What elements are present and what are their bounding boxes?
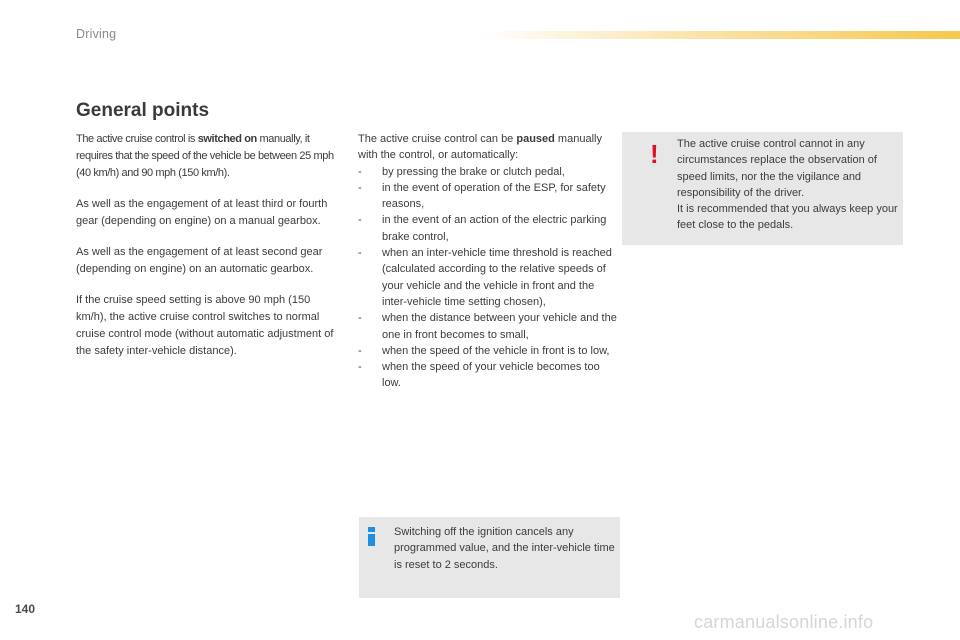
bullet-dash: - bbox=[358, 312, 362, 325]
warning-paragraph: The active cruise control cannot in any circumstances replace the observation of speed limits, nor the the vigilance and responsibility of the driver. bbox=[677, 138, 877, 199]
paragraph-speed-setting: If the cruise speed setting is above 90 mph (150 km/h), the active cruise control switches to normal cruise control mode (without automatic adjustment of the safety inter-vehicle distance). bbox=[76, 294, 334, 357]
paragraph-activation: The active cruise control is switched on manually, it requires that the speed of the vehicle be between 25 mph (40 km/h) and 90 mph (150 km/h). bbox=[76, 133, 334, 179]
pause-conditions-list bbox=[358, 164, 620, 392]
page-number: 140 bbox=[15, 602, 36, 616]
watermark: carmanualsonline.info bbox=[694, 612, 874, 632]
list-item: - when the distance between your vehicle and the one in front becomes to small, bbox=[358, 312, 617, 341]
list-item: - when an inter-vehicle time threshold is reached (calculated according to the relative speeds of your vehicle and the vehicle in front and the inter-vehicle time setting chosen), bbox=[358, 247, 612, 308]
bullet-dash: - bbox=[358, 361, 362, 374]
info-icon-stem bbox=[368, 534, 375, 546]
bullet-dash: - bbox=[358, 214, 362, 227]
paragraph-paused-intro: The active cruise control can be paused manually with the control, or automatically: bbox=[358, 133, 602, 162]
info-icon bbox=[367, 527, 377, 546]
list-item: - in the event of operation of the ESP, for safety reasons, bbox=[358, 181, 606, 211]
left-column bbox=[76, 131, 338, 374]
bullet-dash: - bbox=[358, 247, 362, 260]
warning-text bbox=[677, 136, 901, 234]
header-accent-bar bbox=[480, 31, 960, 39]
emphasis-switched-on: switched on bbox=[197, 133, 257, 145]
list-item: - by pressing the brake or clutch pedal, bbox=[358, 164, 620, 180]
middle-column bbox=[358, 131, 620, 392]
bullet-dash: - bbox=[358, 165, 362, 178]
list-item: - in the event of an action of the electric parking brake control, bbox=[358, 214, 607, 243]
info-text: Switching off the ignition cancels any programmed value, and the inter-vehicle time is reset to 2 seconds. bbox=[394, 526, 615, 571]
emphasis-paused: paused bbox=[516, 133, 555, 145]
page-title: General points bbox=[76, 100, 210, 121]
paragraph-automatic-gearbox: As well as the engagement of at least second gear (depending on engine) on an automatic gearbox. bbox=[76, 246, 323, 275]
bullet-dash: - bbox=[358, 181, 362, 194]
list-item: - when the speed of the vehicle in front is to low, bbox=[358, 343, 620, 359]
info-icon-dot bbox=[368, 527, 375, 532]
paragraph-manual-gearbox: As well as the engagement of at least third or fourth gear (depending on engine) on a manual gearbox. bbox=[76, 198, 328, 227]
bullet-dash: - bbox=[358, 344, 362, 357]
exclamation-icon: ! bbox=[650, 139, 659, 169]
list-item: - when the speed of your vehicle becomes too low. bbox=[358, 361, 600, 390]
section-label: Driving bbox=[76, 27, 117, 41]
warning-paragraph: It is recommended that you always keep your feet close to the pedals. bbox=[677, 203, 898, 232]
